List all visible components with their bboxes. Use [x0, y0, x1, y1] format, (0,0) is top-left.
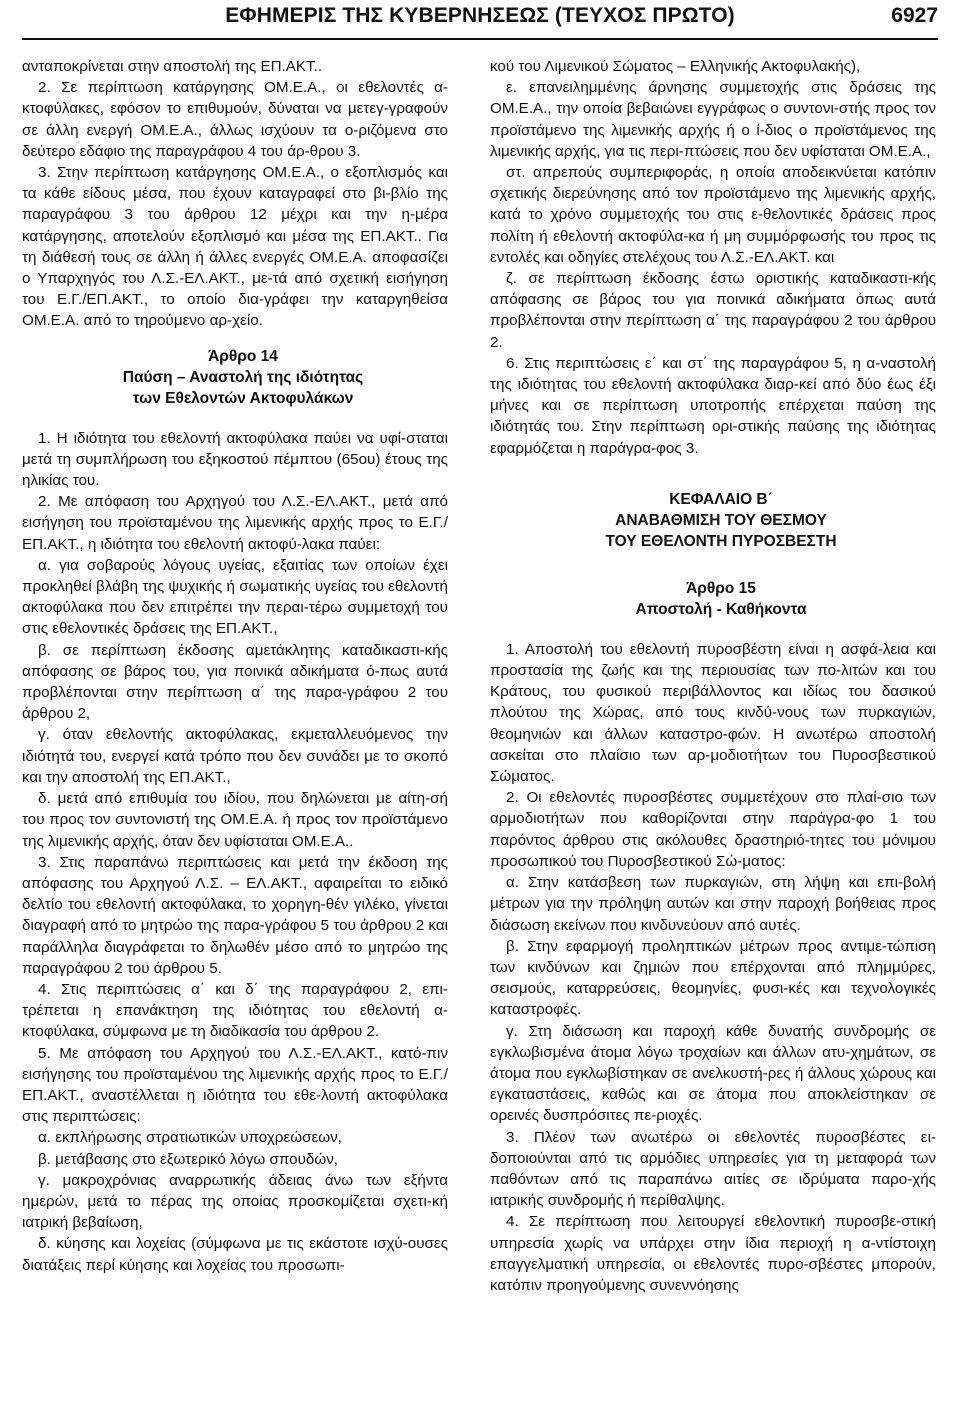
paragraph: γ. μακροχρόνιας αναρρωτικής άδειας άνω των εξήντα ημερών, μετά το πέρας της οποίας προσκομίζεται σχετι-κή ιατρική βεβαίωση,: [22, 1171, 448, 1232]
paragraph: 2. Με απόφαση του Αρχηγού του Λ.Σ.-ΕΛ.ΑΚΤ., μετά από εισήγηση του προϊσταμένου της λιμενικής αρχής προς το Ε.Γ./ΕΠ.ΑΚΤ., η ιδιότητα του εθελοντή ακτοφύ-λακα παύει:: [22, 493, 448, 553]
left-column: [22, 56, 448, 1276]
paragraph: στ. απρεπούς συμπεριφοράς, η οποία αποδεικνύεται κατόπιν σχετικής διερεύνησης από τον προϊστάμενο της λιμενικής αρχής, κατά το χρόνο συμμετοχής του στις ε-θελοντικές δράσεις προς πολίτη ή εθελοντή ακτοφύλα-κα ή μη συμμόρφωσής του προς τις εντολές και οδηγίες στελέχους του Λ.Σ.-ΕΛ.ΑΚΤ. και: [490, 164, 936, 266]
paragraph: γ. όταν εθελοντής ακτοφύλακας, εκμεταλλευόμενος την ιδιότητά του, ενεργεί κατά τρόπο που δεν συνάδει με το σκοπό και την αποστολή της ΕΠ.ΑΚΤ.,: [22, 726, 448, 786]
article-title: Παύση – Αναστολή της ιδιότητας: [122, 368, 364, 386]
paragraph: 2. Σε περίπτωση κατάργησης ΟΜ.Ε.Α., οι εθελοντές α-κτοφύλακες, εφόσον το επιθυμούν, δύναται να μετεγ-γραφούν σε άλλη ενεργή ΟΜ.Ε.Α., άλλως ισχύουν τα ο-ριζόμενα στο δεύτερο εδάφιο της παραγράφου 4 του άρ-θρου 3.: [22, 79, 448, 160]
paragraph: 3. Πλέον των ανωτέρω οι εθελοντές πυροσβέστες ει-δοποιούνται από τις αρμόδιες υπηρεσίες για τη μεταφορά των παθόντων από τις παραπάνω αιτίες σε ιδρύματα παρο-χής ιατρικής συνδρομής ή περίθαλψης.: [490, 1128, 936, 1210]
paragraph: 2. Οι εθελοντές πυροσβέστες συμμετέχουν στο πλαί-σιο των αρμοδιοτήτων που καθορίζονται στην παράγρα-φο 1 του παρόντος άρθρου στις ακόλουθες δραστηριό-τητες του μόνιμου προσωπικού του Πυροσβεστικού Σώ-ματος:: [490, 789, 936, 870]
paragraph: β. Στην εφαρμογή προληπτικών μέτρων προς αντιμε-τώπιση των κινδύνων και ζημιών που επέρχονται από πλημμύρες, σεισμούς, καταρρεύσεις, θεομηνίες, φυσι-κές και τεχνολογικές καταστροφές.: [490, 937, 936, 1019]
paragraph: δ. μετά από επιθυμία του ιδίου, που δηλώνεται με αίτη-σή του προς τον συντονιστή της ΟΜ.Ε.Α. ή προς τον προϊστάμενο της λιμενικής αρχής, όταν δεν υφίσταται ΟΜ.Ε.Α..: [22, 790, 448, 850]
paragraph: 5. Με απόφαση του Αρχηγού του Λ.Σ.-ΕΛ.ΑΚΤ., κατό-πιν εισήγησης του προϊσταμένου της λιμενικής αρχής προς το Ε.Γ./ΕΠ.ΑΚΤ., αναστέλλεται η ιδιότητα του εθε-λοντή ακτοφύλακα στις περιπτώσεις:: [22, 1044, 448, 1126]
paragraph: β. σε περίπτωση έκδοσης αμετάκλητης καταδικαστι-κής απόφασης σε βάρος του, για ποινικά αδικήματα ό-πως αυτά προβλέπονται στην περίπτωση α΄ της παρα-γράφου 2 του άρθρου 2,: [22, 641, 448, 723]
page-header: [22, 2, 938, 38]
article-title: των Εθελοντών Ακτοφυλάκων: [132, 389, 354, 407]
chapter-title: ΤΟΥ ΕΘΕΛΟΝΤΗ ΠΥΡΟΣΒΕΣΤΗ: [605, 532, 837, 550]
paragraph: κού του Λιμενικού Σώματος – Ελληνικής Ακτοφυλακής),: [490, 58, 861, 75]
paragraph: 4. Στις περιπτώσεις α΄ και δ΄ της παραγράφου 2, επι-τρέπεται η επανάκτηση της ιδιότητας του εθελοντή α-κτοφύλακα, σύμφωνα με τη διαδικασία του άρθρου 2.: [22, 980, 448, 1041]
paragraph: ε. επανειλημμένης άρνησης συμμετοχής στις δράσεις της ΟΜ.Ε.Α., την οποία βεβαιώνει εγγράφως ο συντονι-στής προς τον προϊστάμενο της λιμενικής αρχής ή ο ί-διος ο προϊστάμενος της λιμενικής αρχής, για τις περι-πτώσεις που δεν υφίσταται ΟΜ.Ε.Α.,: [490, 79, 936, 160]
header-rule: [22, 38, 938, 40]
paragraph: ανταποκρίνεται στην αποστολή της ΕΠ.ΑΚΤ..: [22, 58, 323, 75]
article-14-heading: [22, 346, 448, 409]
paragraph: α. εκπλήρωσης στρατιωτικών υποχρεώσεων,: [38, 1129, 342, 1147]
paragraph: 3. Στις παραπάνω περιπτώσεις και μετά την έκδοση της απόφασης του Αρχηγού Λ.Σ. – ΕΛ.ΑΚΤ., αφαιρείται το ειδικό δελτίο του εθελοντή ακτοφύλακα, το χορηγη-θέν γιλέκο, γίνεται διαγραφή από το μητρώο της παρα-γράφου 5 του άρθρου 2 και παράλληλα διαγράφεται το δηλωθέν μέσο από το μητρώο της παραγράφου 2 του άρθρου 5.: [22, 853, 448, 977]
article-title: Αποστολή - Καθήκοντα: [635, 600, 807, 618]
paragraph: δ. κύησης και λοχείας (σύμφωνα με τις εκάστοτε ισχύ-ουσες διατάξεις περί κύησης και λοχείας του προσωπι-: [22, 1235, 448, 1274]
gazette-title: ΕΦΗΜΕΡΙΣ ΤΗΣ ΚΥΒΕΡΝΗΣΕΩΣ (ΤΕΥΧΟΣ ΠΡΩΤΟ): [225, 4, 735, 27]
article-number: Άρθρο 15: [686, 579, 756, 597]
paragraph: γ. Στη διάσωση και παροχή κάθε δυνατής συνδρομής σε εγκλωβισμένα άτομα λόγω τροχαίων και άλλων ατυ-χημάτων, σε άτομα που εγκλωβίστηκαν σε ανελκυστή-ρες ή άλλους χώρους και εγκαταστάσεις, καθώς και σε άτομα που αποκλείστηκαν σε ορεινές δυσπρόσιτες πε-ριοχές.: [490, 1022, 936, 1125]
chapter-heading: [490, 489, 936, 552]
paragraph: α. για σοβαρούς λόγους υγείας, εξαιτίας των οποίων έχει προκληθεί βλάβη της ψυχικής ή σωματικής υγείας του εθελοντή ακτοφύλακα που δεν επιτρέπει την περαι-τέρω συμμετοχή του στις εθελοντικές δράσεις της ΕΠ.ΑΚΤ.,: [22, 556, 448, 638]
paragraph: 1. Η ιδιότητα του εθελοντή ακτοφύλακα παύει να υφί-σταται μετά τη συμπλήρωση του εξηκοστού πέμπτου (65ου) έτους της ηλικίας του.: [22, 429, 448, 490]
paragraph: ζ. σε περίπτωση έκδοσης έστω οριστικής καταδικαστι-κής απόφασης σε βάρος του για ποινικά αδικήματα όπως αυτά προβλέπονται στην περίπτωση α΄ της παραγράφου 2 του άρθρου 2.: [490, 270, 936, 351]
paragraph: 6. Στις περιπτώσεις ε΄ και στ΄ της παραγράφου 5, η α-ναστολή της ιδιότητας του εθελοντή ακτοφύλακα διαρ-κεί από δύο έως έξι μήνες και σε περίπτωση υποτροπής επέρχεται παύση της ιδιότητάς του. Στην περίπτωση ορι-στικής παύσης της ιδιότητας εφαρμόζεται η παράγρα-φος 3.: [490, 354, 936, 457]
page-number: 6927: [891, 4, 938, 27]
chapter-title: ΑΝΑΒΑΘΜΙΣΗ ΤΟΥ ΘΕΣΜΟΥ: [615, 511, 827, 529]
paragraph: α. Στην κατάσβεση των πυρκαγιών, στη λήψη και επι-βολή μέτρων για την πρόληψη αυτών και στην παροχή βοήθειας προς διάσωση εκείνων που κινδυνεύουν από αυτές.: [490, 874, 936, 934]
chapter-number: ΚΕΦΑΛΑΙΟ Β΄: [669, 490, 773, 508]
right-column: [490, 56, 936, 1296]
article-15-heading: [490, 578, 936, 620]
paragraph: 4. Σε περίπτωση που λειτουργεί εθελοντική πυροσβε-στική υπηρεσία χωρίς να υπάρχει στην ίδια περιοχή η α-ντίστοιχη επαγγελματική υπηρεσία, οι εθελοντές πυρο-σβέστες μπορούν, κατόπιν προηγούμενης συνεννόησης: [490, 1213, 936, 1294]
paragraph: 3. Στην περίπτωση κατάργησης ΟΜ.Ε.Α., ο εξοπλισμός και τα κάθε είδους μέσα, που έχουν καταγραφεί στο βι-βλίο της παραγράφου 3 του άρθρου 12 μέχρι και την η-μέρα κατάργησης, αποτελούν εξοπλισμό και μέσα της ΕΠ.ΑΚΤ.. Για τη διάθεσή τους σε άλλη ή άλλες ενεργές ΟΜ.Ε.Α. αποφασίζει ο Υπαρχηγός του Λ.Σ.-ΕΛ.ΑΚΤ., με-τά από σχετική εισήγηση του Ε.Γ./ΕΠ.ΑΚΤ., το οποίο δια-γράφει την καταργηθείσα ΟΜ.Ε.Α. από το τηρούμενο αρ-χείο.: [22, 164, 448, 330]
article-number: Άρθρο 14: [208, 347, 278, 365]
paragraph: β. μετάβασης στο εξωτερικό λόγω σπουδών,: [38, 1150, 339, 1168]
paragraph: 1. Αποστολή του εθελοντή πυροσβέστη είναι η ασφά-λεια και προστασία της ζωής και της περιουσίας των πο-λιτών και του Κράτους, του φυσικού περιβάλλοντος και ιδίως του δασικού πλούτου της Χώρας, από τους κινδύ-νους των πυρκαγιών, θεομηνιών και άλλων καταστρο-φών. Η ανωτέρω αποστολή ασκείται στο πλαίσιο των αρ-μοδιοτήτων του Πυροσβεστικού Σώματος.: [490, 640, 936, 786]
